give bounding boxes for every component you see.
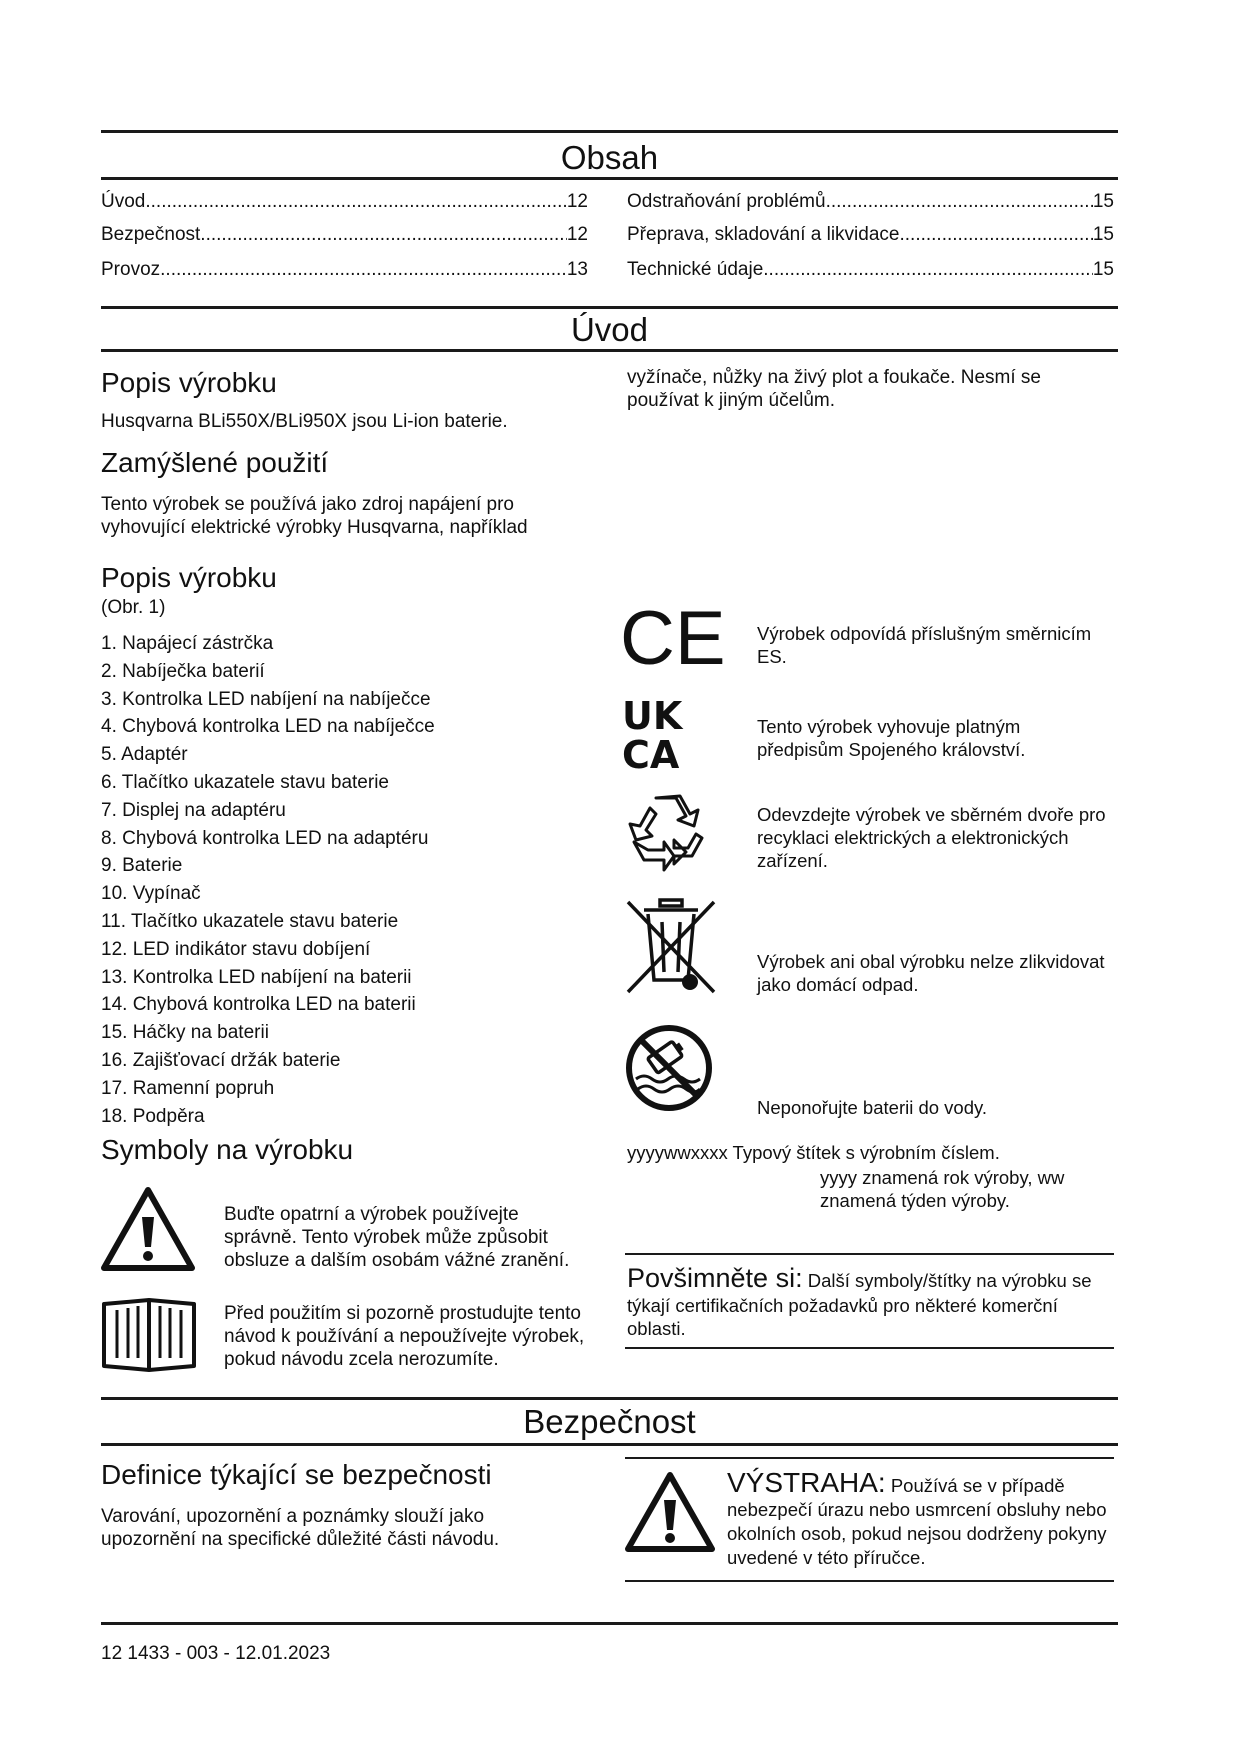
product-desc-heading: Popis výrobku [101,367,277,398]
toc-entry-preprava[interactable] [627,222,1114,248]
list-item: 15. Háčky na baterii [101,1022,269,1044]
warning-text: Používá se v případě nebezpečí úrazu nebo usmrcení obsluhy nebo okolních osob, pokud nejsou dodrženy pokyny uvedené v této příručce. [727,1475,1107,1568]
definitions-text: Varování, upozornění a poznámky slouží jako upozornění na specifické důležité části návodu. [101,1506,500,1550]
intended-use-heading: Zamýšlené použití [101,447,329,478]
recycle-icon [622,790,710,874]
note-block [627,1262,1111,1340]
toc-entry-page: 15 [1092,191,1114,212]
read-manual-icon [100,1296,198,1372]
ce-mark-icon [620,606,726,670]
serial-code: yyyywwxxxx [627,1142,728,1163]
ukca-mark-icon [622,696,696,770]
recycle-text: Odevzdejte výrobek ve sběrném dvoře pro recyklaci elektrických a elektronických zařízení. [757,804,1106,871]
toc-entry-label: Přeprava, skladování a likvidace [627,224,900,245]
toc-entry-label: Technické údaje [627,259,764,280]
crossed-bin-icon [624,898,718,996]
symbol-warning-text: Buďte opatrní a výrobek používejte správně. Tento výrobek může způsobit obsluze a dalším osobám vážné zranění. [224,1204,570,1271]
uvod-title: Úvod [570,311,649,348]
ukca-logo-line1: UK [622,696,683,738]
toc-entry-odstranovani[interactable] [627,189,1114,215]
toc-title: Obsah [560,139,659,176]
definitions-heading: Definice týkající se bezpečnosti [101,1459,492,1490]
list-item: 7. Displej na adaptéru [101,799,286,821]
warning-triangle-icon [100,1185,196,1273]
serial-number-line [627,1141,1107,1164]
list-item: 16. Zajišťovací držák baterie [101,1049,341,1071]
ukca-text: Tento výrobek vyhovuje platným předpisům Spojeného království. [757,716,1026,760]
list-item: 13. Kontrolka LED nabíjení na baterii [101,966,412,988]
list-item: 18. Podpěra [101,1105,205,1127]
ukca-logo-line2: CA [622,733,680,770]
symbols-heading: Symboly na výrobku [101,1134,354,1165]
list-item: 9. Baterie [101,855,183,877]
warning-triangle-icon [624,1470,716,1554]
toc-entry-technicke[interactable] [627,257,1114,283]
symbol-manual-text: Před použitím si pozorně prostudujte tento návod k používání a nepoužívejte výrobek, pokud návodu zcela nerozumíte. [224,1303,585,1370]
note-text: Další symboly/štítky na výrobku se týkají certifikačních požadavků pro některé komerční oblasti. [627,1270,1092,1339]
product-desc-text: Husqvarna BLi550X/BLi950X jsou Li-ion baterie. [101,411,508,432]
ce-text: Výrobek odpovídá příslušným směrnicím ES. [757,623,1092,667]
parts-heading: Popis výrobku [101,562,277,593]
bezpecnost-title: Bezpečnost [523,1403,696,1440]
list-item: 6. Tlačítko ukazatele stavu baterie [101,771,389,793]
toc-entry-label: Odstraňování problémů [627,191,826,212]
toc-entry-page: 12 [566,191,588,212]
parts-list [101,630,435,1130]
parts-figure-ref: (Obr. 1) [101,597,166,618]
note-top-rule [625,1253,1114,1255]
note-label: Povšimněte si: [627,1263,803,1293]
no-water-icon [624,1023,714,1113]
toc-entry-uvod[interactable] [101,189,588,215]
toc-entry-page: 15 [1092,259,1114,280]
uvod-title-rule [101,349,1118,352]
list-item: 8. Chybová kontrolka LED na adaptéru [101,827,429,849]
wheelie-text: Výrobek ani obal výrobku nelze zlikvidovat jako domácí odpad. [757,951,1105,995]
list-item: 5. Adaptér [101,744,188,766]
list-item: 17. Ramenní popruh [101,1077,275,1099]
water-text: Neponořujte baterii do vody. [757,1097,988,1118]
intended-use-text: Tento výrobek se používá jako zdroj napájení pro vyhovující elektrické výrobky Husqvarna, například [101,494,528,538]
list-item: 12. LED indikátor stavu dobíjení [101,938,371,960]
list-item: 2. Nabíječka baterií [101,660,265,682]
footer-rule [101,1622,1118,1625]
toc-entry-page: 12 [566,224,588,245]
ce-logo-text: CE [620,606,726,670]
bezpecnost-title-rule [101,1443,1118,1446]
warning-bottom-rule [625,1580,1114,1582]
note-bottom-rule [625,1347,1114,1349]
toc-entry-label: Úvod [101,191,146,212]
toc-entry-page: 15 [1092,224,1114,245]
serial-explain: yyyy znamená rok výroby, ww znamená týden výroby. [820,1167,1065,1211]
list-item: 4. Chybová kontrolka LED na nabíječce [101,716,435,738]
toc-entry-provoz[interactable] [101,257,588,283]
uvod-top-rule [101,306,1118,309]
intended-use-cont: vyžínače, nůžky na živý plot a foukače. Nesmí se používat k jiným účelům. [627,367,1041,411]
toc-top-rule [101,130,1118,133]
toc-title-rule [101,177,1118,180]
toc-entry-bezpecnost[interactable] [101,222,588,248]
warning-top-rule [625,1457,1114,1459]
warning-label: VÝSTRAHA: [727,1467,886,1498]
toc-entry-label: Bezpečnost [101,224,201,245]
warning-block [727,1468,1117,1570]
list-item: 10. Vypínač [101,883,201,905]
serial-text: Typový štítek s výrobním číslem. [732,1142,1000,1163]
list-item: 1. Napájecí zástrčka [101,633,274,654]
page-footer: 12 1433 - 003 - 12.01.2023 [101,1643,331,1664]
list-item: 14. Chybová kontrolka LED na baterii [101,994,416,1016]
bezpecnost-top-rule [101,1397,1118,1400]
list-item: 3. Kontrolka LED nabíjení na nabíječce [101,688,431,710]
toc-entry-label: Provoz [101,259,161,280]
list-item: 11. Tlačítko ukazatele stavu baterie [101,910,399,932]
toc-entry-page: 13 [566,259,588,280]
